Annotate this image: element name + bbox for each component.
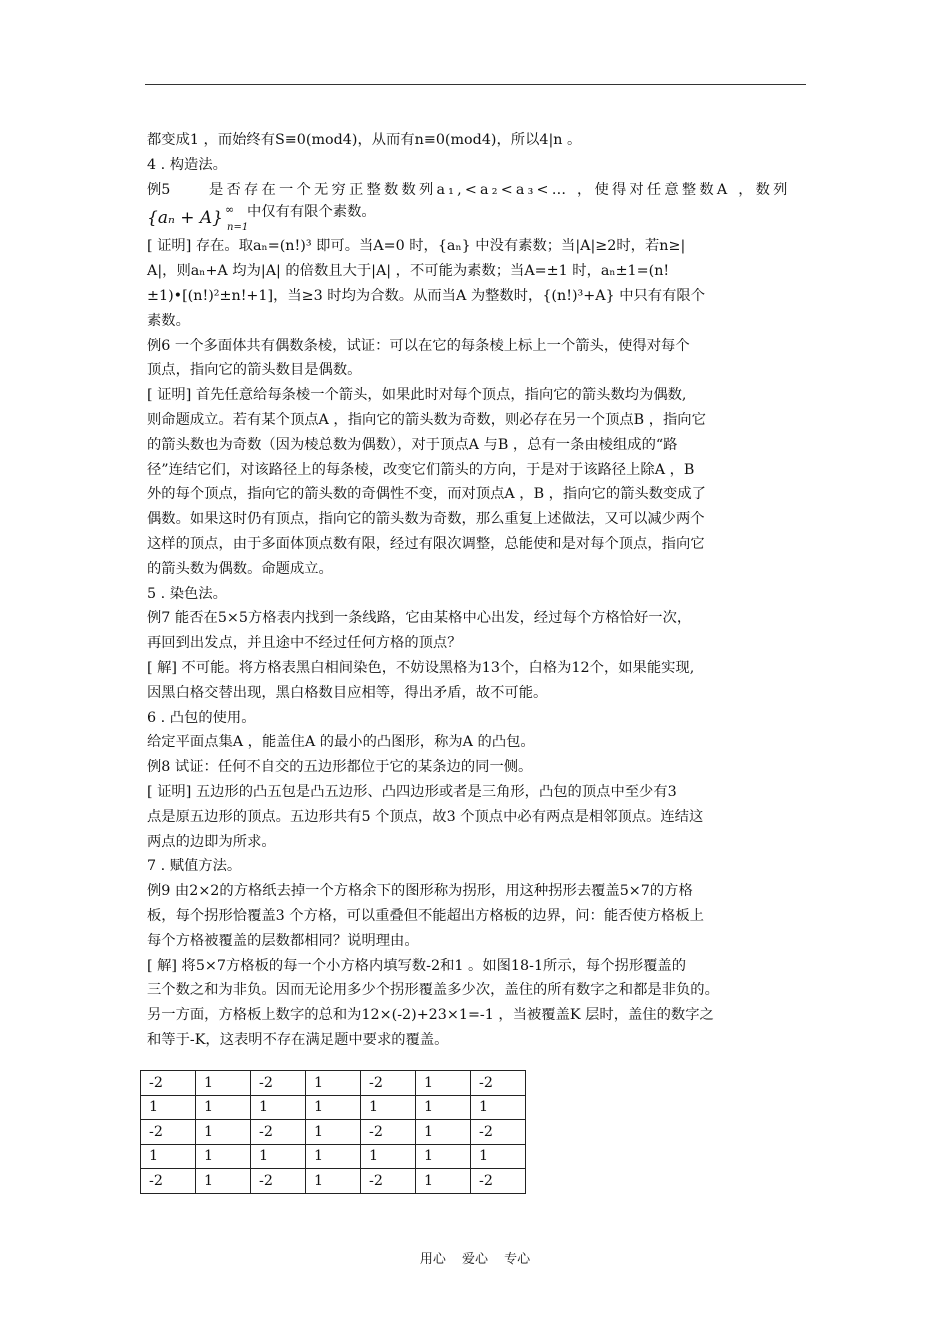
text-line: 径”连结它们，对该路径上的每条棱，改变它们箭头的方向，于是对于该路径上除A ，B (147, 461, 695, 478)
table-cell: -2 (141, 1120, 196, 1145)
table-cell: -2 (471, 1071, 526, 1096)
text-line: [ 证明] 存在。取aₙ=(n!)³ 即可。当A=0 时，{aₙ} 中没有素数；当|A|≥2时，若n≥| (147, 238, 686, 255)
table-cell: -2 (361, 1071, 416, 1096)
text-line: 因黑白格交替出现，黑白格数目应相等，得出矛盾，故不可能。 (147, 684, 548, 701)
text-line: 两点的边即为所求。 (147, 833, 276, 850)
table-cell: 1 (416, 1144, 471, 1169)
table-cell: -2 (361, 1120, 416, 1145)
table-cell: 1 (141, 1095, 196, 1120)
table-cell: 1 (361, 1144, 416, 1169)
table-cell: 1 (361, 1095, 416, 1120)
text-line: 再回到出发点，并且途中不经过任何方格的顶点？ (147, 635, 462, 652)
text-line: [ 证明] 首先任意给每条棱一个箭头，如果此时对每个顶点，指向它的箭头数均为偶数, (147, 387, 687, 404)
text-line: 例7 能否在5×5方格表内找到一条线路，它由某格中心出发，经过每个方格恰好一次， (147, 610, 692, 627)
table-cell: 1 (306, 1169, 361, 1194)
text-line: 另一方面，方格板上数字的总和为12×(-2)+23×1=-1 ，当被覆盖K 层时，盖住的数字之 (147, 1007, 714, 1024)
table-row (141, 1169, 526, 1194)
text-line: 素数。 (147, 312, 190, 329)
section-heading: 4 . 构造法。 (147, 156, 227, 173)
table-cell: 1 (416, 1120, 471, 1145)
table-cell: 1 (306, 1120, 361, 1145)
table-row (141, 1095, 526, 1120)
table-cell: -2 (361, 1169, 416, 1194)
text-line: 的箭头数为偶数。命题成立。 (147, 560, 333, 577)
table-cell: 1 (416, 1095, 471, 1120)
text-line: 6 . 凸包的使用。 (147, 709, 256, 726)
table-cell: -2 (251, 1169, 306, 1194)
text-line: 例6 一个多面体共有偶数条棱，试证：可以在它的每条棱上标上一个箭头，使得对每个 (147, 337, 690, 354)
example-text: 是否存在一个无穷正整数数列a₁,<a₂<a₃<… ，使得对任意整数A ，数列 (209, 181, 791, 198)
footer-item: 专心 (504, 1252, 531, 1267)
text-line: 给定平面点集A ，能盖住A 的最小的凸图形，称为A 的凸包。 (147, 734, 535, 751)
table-cell: -2 (471, 1120, 526, 1145)
text-line: 外的每个顶点，指向它的箭头数的奇偶性不变，而对顶点A ，B ，指向它的箭头数变成了 (147, 486, 706, 503)
text-line: 的箭头数也为奇数（因为棱总数为偶数），对于顶点A 与B ，总有一条由棱组成的“路 (147, 436, 678, 453)
footer-item: 爱心 (461, 1252, 488, 1267)
text-line: 则命题成立。若有某个顶点A ，指向它的箭头数为奇数，则必存在另一个顶点B ，指向它 (147, 411, 706, 428)
table-row (141, 1120, 526, 1145)
table-cell: 1 (196, 1095, 251, 1120)
text-line: 点是原五边形的顶点。五边形共有5 个顶点，故3 个顶点中必有两点是相邻顶点。连结这 (147, 808, 704, 825)
formula-after-text: 中仅有有限个素数。 (247, 204, 376, 221)
table-cell: -2 (471, 1169, 526, 1194)
text-line: 顶点，指向它的箭头数目是偶数。 (147, 362, 362, 379)
example-5 (147, 178, 808, 203)
table-cell: 1 (306, 1095, 361, 1120)
body-lines (147, 234, 808, 1052)
table-cell: 1 (141, 1144, 196, 1169)
text-line: 偶数。如果这时仍有顶点，指向它的箭头数为奇数，那么重复上述做法，又可以减少两个 (147, 511, 705, 528)
text-line: 这样的顶点，由于多面体顶点数有限，经过有限次调整，总能使和是对每个顶点，指向它 (147, 535, 705, 552)
text-line: 都变成1 ，而始终有S≡0(mod4)，从而有n≡0(mod4)，所以4|n 。 (147, 132, 582, 148)
table-cell: 1 (196, 1144, 251, 1169)
table-cell: 1 (196, 1071, 251, 1096)
text-line: [ 解] 将5×7方格板的每一个小方格内填写数-2和1 。如图18-1所示，每个拐形覆盖的 (147, 957, 687, 974)
table-row (141, 1144, 526, 1169)
document-body (147, 128, 808, 1053)
footer-item: 用心 (419, 1252, 446, 1267)
table-cell: -2 (141, 1169, 196, 1194)
table-cell: 1 (416, 1169, 471, 1194)
sequence-formula (147, 200, 249, 234)
table-row (141, 1071, 526, 1096)
text-line: 7 . 赋值方法。 (147, 858, 242, 875)
table-cell: 1 (196, 1120, 251, 1145)
table-cell: 1 (416, 1071, 471, 1096)
page-footer (0, 1248, 950, 1267)
formula-lim: n=1 (227, 222, 249, 234)
table-cell: -2 (251, 1071, 306, 1096)
header-rule (145, 84, 806, 85)
text-line: A|，则aₙ+A 均为|A| 的倍数且大于|A| ，不可能为素数；当A=±1 时，aₙ±1=(n! (147, 263, 670, 280)
text-line: 例8 试证：任何不自交的五边形都位于它的某条边的同一侧。 (147, 759, 533, 776)
text-line: [ 证明] 五边形的凸五包是凸五边形、凸四边形或者是三角形，凸包的顶点中至少有3 (147, 783, 677, 800)
table-cell: 1 (471, 1144, 526, 1169)
number-grid-table (140, 1070, 526, 1194)
text-line: 每个方格被覆盖的层数都相同？说明理由。 (147, 932, 419, 949)
table-cell: -2 (251, 1120, 306, 1145)
example-label: 例5 (147, 181, 171, 198)
formula-base: {aₙ + A} (147, 208, 223, 229)
table-cell: -2 (141, 1071, 196, 1096)
table-cell: 1 (251, 1095, 306, 1120)
text-line: 板，每个拐形恰覆盖3 个方格，可以重叠但不能超出方格板的边界，问：能否使方格板上 (147, 907, 704, 924)
table-cell: 1 (251, 1144, 306, 1169)
table-cell: 1 (306, 1144, 361, 1169)
text-line: 三个数之和为非负。因而无论用多少个拐形覆盖多少次，盖住的所有数字之和都是非负的。 (147, 982, 719, 999)
table-cell: 1 (306, 1071, 361, 1096)
formula-line (147, 200, 808, 234)
text-line: [ 解] 不可能。将方格表黑白相间染色，不妨设黑格为13个，白格为12个，如果能实现, (147, 659, 695, 676)
text-line: 例9 由2×2的方格纸去掉一个方格余下的图形称为拐形，用这种拐形去覆盖5×7的方格 (147, 883, 693, 900)
table-cell: 1 (471, 1095, 526, 1120)
text-line: ±1)•[(n!)²±n!+1]，当≥3 时均为合数。从而当A 为整数时，{(n!)³+A} 中只有有限个 (147, 287, 705, 304)
table-cell: 1 (196, 1169, 251, 1194)
formula-sup: ∞ (225, 203, 235, 217)
text-line: 和等于-K，这表明不存在满足题中要求的覆盖。 (147, 1031, 449, 1048)
text-line: 5 . 染色法。 (147, 585, 227, 602)
